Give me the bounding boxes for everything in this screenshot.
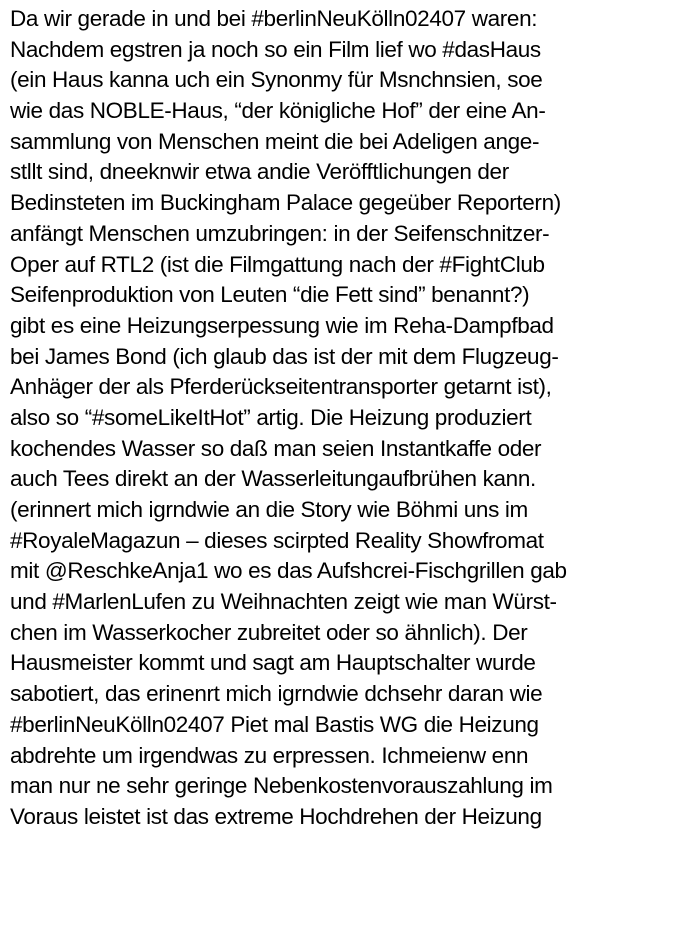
text-line-7: Bedinsteten im Buckingham Palace gegeüber Reportern) — [10, 190, 561, 216]
text-line-8: anfängt Menschen umzubringen: in der Seifenschnitzer- — [10, 220, 550, 246]
text-line-16: auch Tees direkt an der Wasserleitungaufbrühen kann. — [10, 466, 536, 492]
text-line-26: man nur ne sehr geringe Nebenkostenvorauszahlung im — [10, 773, 553, 799]
text-line-6: stllt sind, dneeknwir etwa andie Veröfftlichungen der — [10, 159, 509, 185]
text-line-5: sammlung von Menschen meint die bei Adeligen ange- — [10, 128, 540, 154]
text-line-15: kochendes Wasser so daß man seien Instantkaffe oder — [10, 435, 542, 461]
text-line-19: mit @ReschkeAnja1 wo es das Aufshcrei-Fischgrillen gab — [10, 558, 567, 584]
text-line-20: und #MarlenLufen zu Weihnachten zeigt wie man Würst- — [10, 589, 557, 615]
text-line-25: abdrehte um irgendwas zu erpressen. Ichmeienw enn — [10, 742, 529, 768]
text-line-12: bei James Bond (ich glaub das ist der mit dem Flugzeug- — [10, 343, 559, 369]
text-line-14: also so “#someLikeItHot” artig. Die Heizung produziert — [10, 404, 532, 430]
text-line-24: #berlinNeuKölln02407 Piet mal Bastis WG die Heizung — [10, 711, 539, 737]
text-line-10: Seifenproduktion von Leuten “die Fett sind” benannt?) — [10, 282, 530, 308]
text-line-2: Nachdem egstren ja noch so ein Film lief wo #dasHaus — [10, 36, 541, 62]
text-line-11: gibt es eine Heizungserpessung wie im Reha-Dampfbad — [10, 312, 554, 338]
text-line-22: Hausmeister kommt und sagt am Hauptschalter wurde — [10, 650, 536, 676]
text-line-9: Oper auf RTL2 (ist die Filmgattung nach der #FightClub — [10, 251, 545, 277]
body-text — [10, 4, 680, 833]
text-line-23: sabotiert, das erinenrt mich igrndwie dchsehr daran wie — [10, 681, 543, 707]
text-line-3: (ein Haus kanna uch ein Synonmy für Msnchnsien, soe — [10, 67, 543, 93]
text-line-21: chen im Wasserkocher zubreitet oder so ähnlich). Der — [10, 619, 528, 645]
text-line-4: wie das NOBLE-Haus, “der königliche Hof” der eine An- — [10, 98, 546, 124]
text-line-27: Voraus leistet ist das extreme Hochdrehen der Heizung — [10, 803, 542, 829]
text-line-17: (erinnert mich igrndwie an die Story wie Böhmi uns im — [10, 497, 528, 522]
text-line-18: #RoyaleMagazun – dieses scirpted Reality Showfromat — [10, 527, 544, 553]
text-line-1: Da wir gerade in und bei #berlinNeuKölln02407 waren: — [10, 6, 538, 31]
text-line-13: Anhäger der als Pferderückseitentransporter getarnt ist), — [10, 374, 552, 400]
